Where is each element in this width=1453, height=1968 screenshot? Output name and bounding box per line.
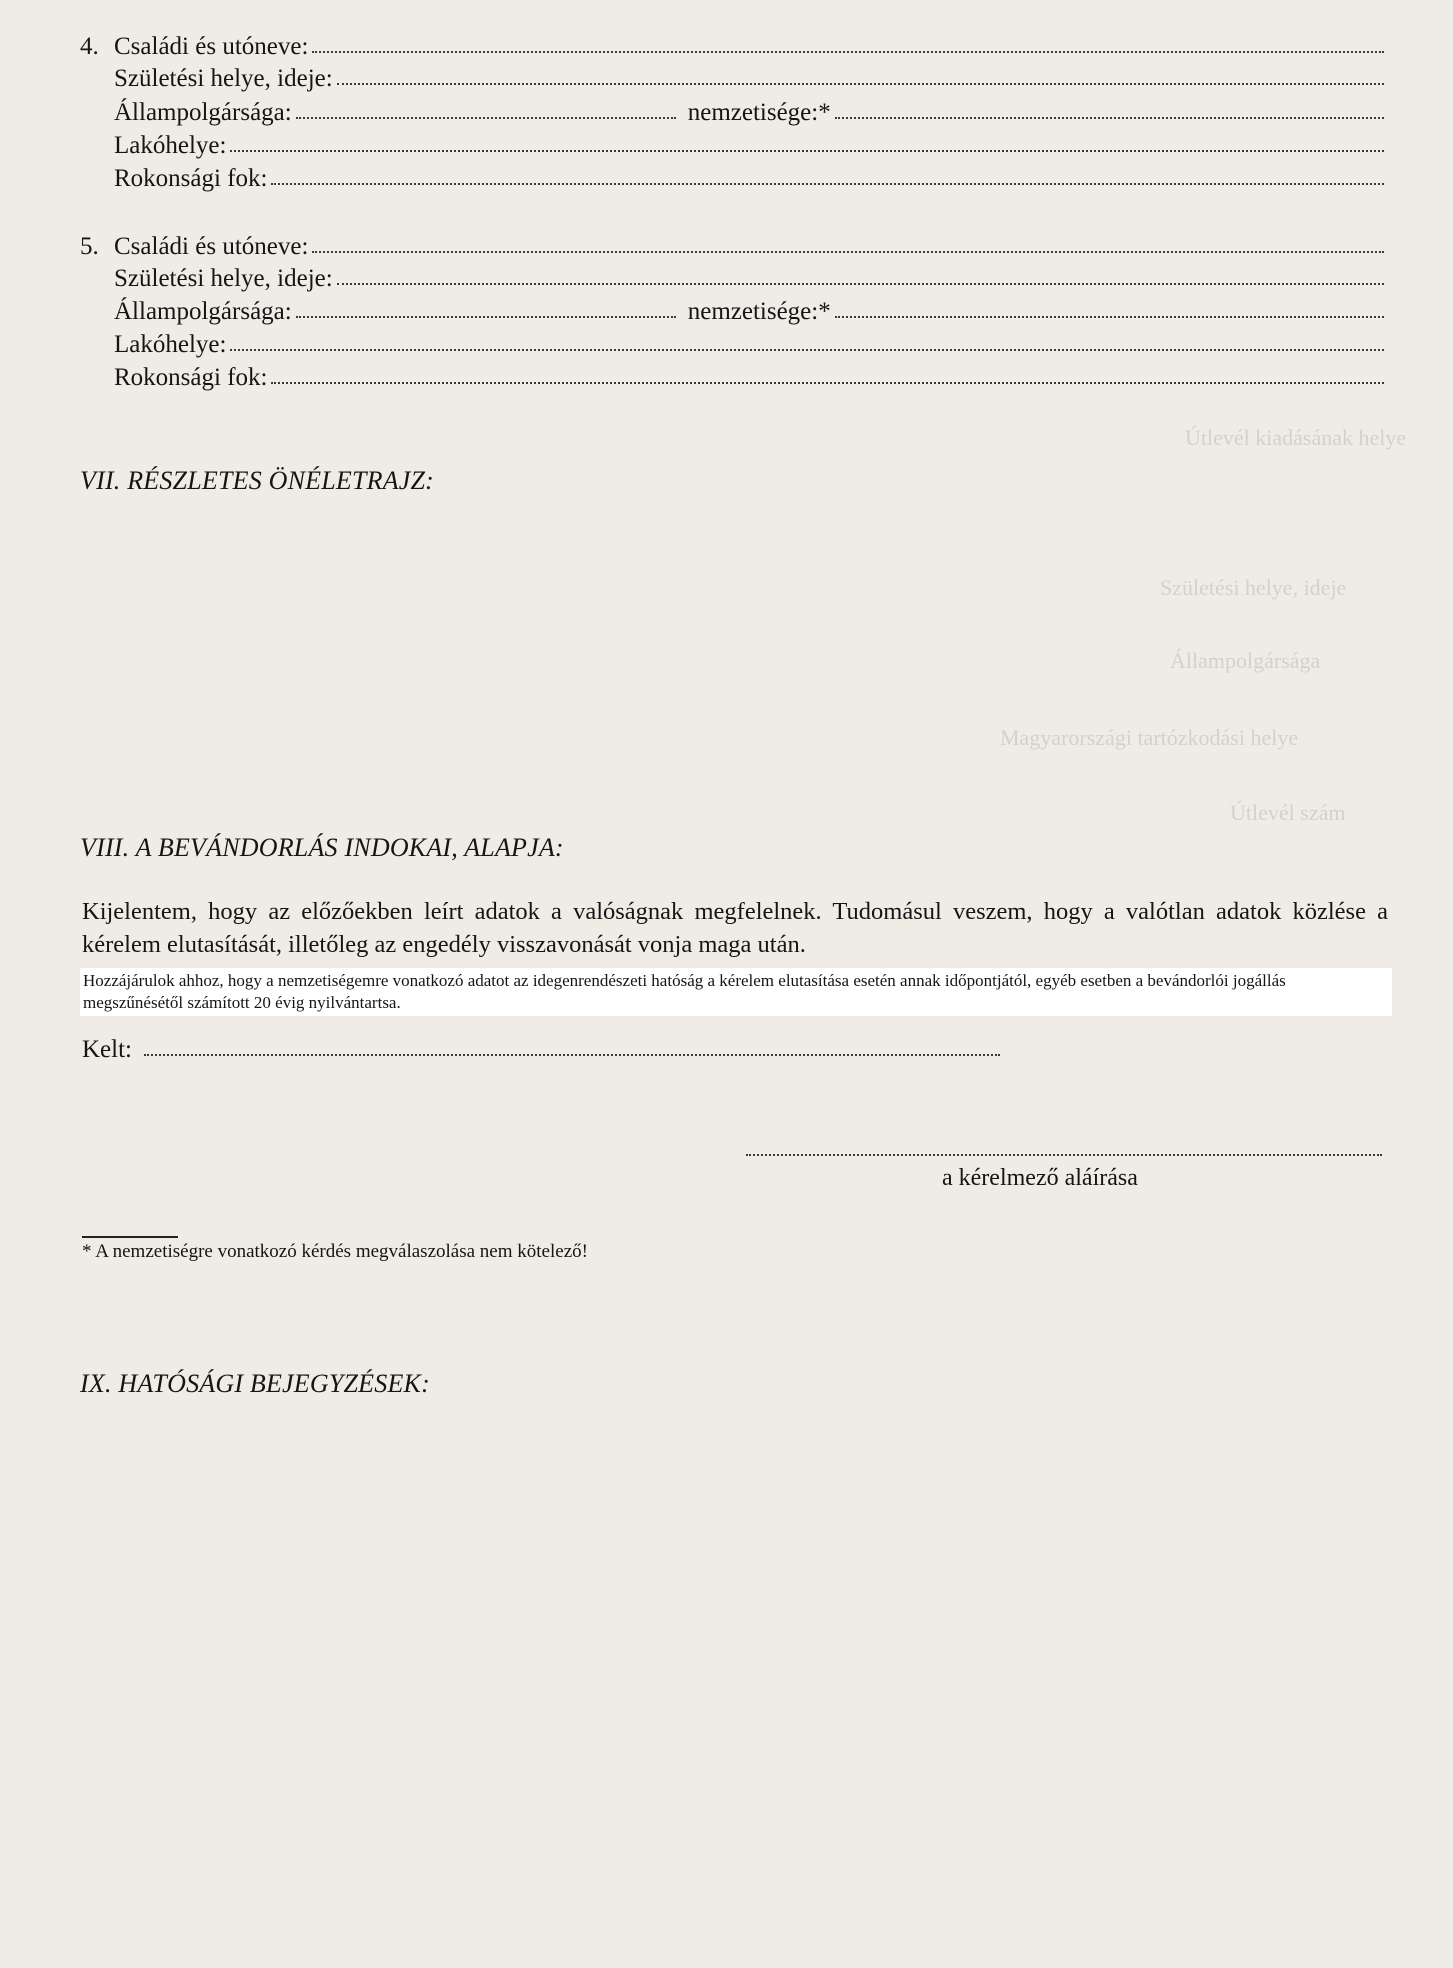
consent-note: Hozzájárulok ahhoz, hogy a nemzetiségemre vonatkozó adatot az idegenrendészeti hatóság a kérelem elutasítása esetén annak időpontjától, egyéb esetben a bevándorlói jogállás megszűnésétől számított 20 évig nyilvántartsa. <box>80 968 1392 1016</box>
citizenship-field[interactable] <box>296 297 676 318</box>
showthrough-text: Útlevél szám <box>1230 800 1346 825</box>
relation-row <box>114 164 1384 194</box>
birth-label: Születési helye, ideje: <box>114 265 333 292</box>
relation-label: Rokonsági fok: <box>114 364 268 391</box>
name-row <box>80 32 1384 62</box>
nationality-field[interactable] <box>835 297 1384 318</box>
kelt-field[interactable] <box>144 1035 1000 1056</box>
section-viii-heading: VIII. A BEVÁNDORLÁS INDOKAI, ALAPJA: <box>80 833 564 862</box>
citizenship-label: Állampolgársága: <box>114 99 292 126</box>
signature-field[interactable] <box>746 1130 1382 1156</box>
showthrough-text: Születési helye, ideje <box>1160 575 1347 600</box>
residence-row <box>114 131 1384 161</box>
name-label: Családi és utóneve: <box>114 33 309 60</box>
residence-label: Lakóhelye: <box>114 132 227 159</box>
name-row <box>80 232 1384 262</box>
signature-label: a kérelmező aláírása <box>942 1165 1138 1191</box>
residence-label: Lakóhelye: <box>114 331 227 358</box>
relation-row <box>114 363 1384 393</box>
official-entries-area[interactable] <box>80 1410 1384 1930</box>
footnote-divider <box>82 1236 178 1238</box>
nationality-label: nemzetisége:* <box>687 298 831 325</box>
birth-label: Születési helye, ideje: <box>114 65 333 92</box>
nationality-label: nemzetisége:* <box>687 99 831 126</box>
name-label: Családi és utóneve: <box>114 233 309 260</box>
citizenship-label: Állampolgársága: <box>114 298 292 325</box>
citizenship-row <box>114 297 1384 327</box>
section-vii-heading: VII. RÉSZLETES ÖNÉLETRAJZ: <box>80 466 435 495</box>
footnote-text: * A nemzetiségre vonatkozó kérdés megválaszolása nem kötelező! <box>82 1241 588 1262</box>
person-number: 5. <box>80 233 99 260</box>
birth-row <box>114 64 1384 94</box>
relation-field[interactable] <box>271 363 1384 384</box>
nationality-field[interactable] <box>835 98 1384 119</box>
name-field[interactable] <box>312 32 1384 53</box>
birth-row <box>114 264 1384 294</box>
name-field[interactable] <box>312 232 1384 253</box>
section-ix-heading: IX. HATÓSÁGI BEJEGYZÉSEK: <box>80 1369 430 1398</box>
relation-label: Rokonsági fok: <box>114 165 268 192</box>
residence-field[interactable] <box>230 330 1384 351</box>
relation-field[interactable] <box>271 164 1384 185</box>
kelt-label: Kelt: <box>82 1036 132 1063</box>
birth-field[interactable] <box>337 264 1384 285</box>
residence-row <box>114 330 1384 360</box>
cv-area[interactable] <box>80 505 1384 805</box>
showthrough-text: Magyarországi tartózkodási helye <box>1000 725 1299 750</box>
citizenship-row <box>114 98 1384 128</box>
kelt-row <box>82 1035 1000 1065</box>
declaration-text: Kijelentem, hogy az előzőekben leírt adatok a valóságnak megfelelnek. Tudomásul veszem, hogy a valótlan adatok közlése a kérelem elutasítását, illetőleg az engedély visszavonását vonja maga után. <box>82 898 1388 958</box>
residence-field[interactable] <box>230 131 1384 152</box>
showthrough-text: Útlevél kiadásának helye <box>1185 425 1407 450</box>
citizenship-field[interactable] <box>296 98 676 119</box>
showthrough-text: Állampolgársága <box>1170 648 1321 673</box>
birth-field[interactable] <box>337 64 1384 85</box>
person-number: 4. <box>80 33 99 60</box>
